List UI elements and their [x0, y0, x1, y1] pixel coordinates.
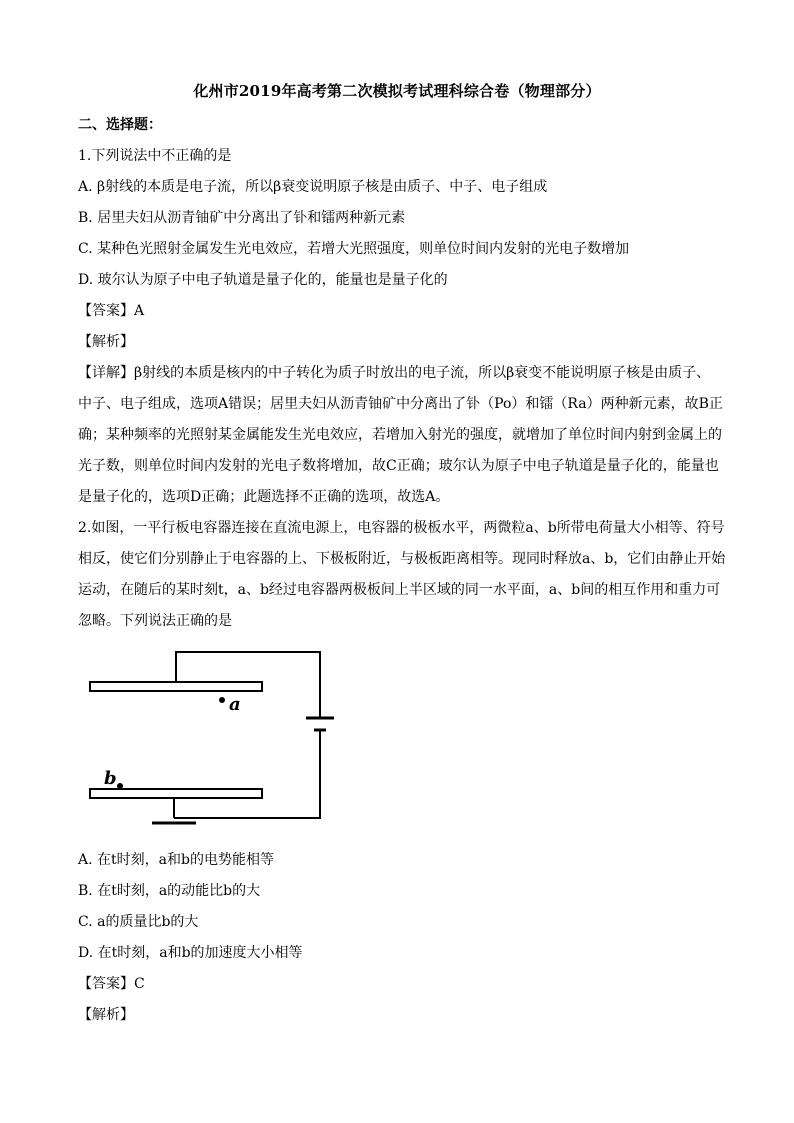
q2-stem-line-3: 运动，在随后的某时刻t，a、b经过电容器两极板间上半区域的同一水平面，a、b间的相互作用和重力可	[78, 582, 721, 598]
q2-option-c: C. a的质量比b的大	[78, 914, 199, 930]
particle-b	[117, 783, 123, 789]
q1-option-b: B. 居里夫妇从沥青铀矿中分离出了钋和镭两种新元素	[78, 210, 406, 226]
q1-option-a: A. β射线的本质是电子流，所以β衰变说明原子核是由质子、中子、电子组成	[78, 179, 548, 195]
label-a: a	[229, 694, 241, 715]
q1-stem: 1.下列说法中不正确的是	[78, 148, 232, 164]
lower-plate	[90, 789, 262, 798]
q1-answer: 【答案】A	[78, 303, 145, 319]
label-b: b	[104, 768, 117, 789]
q2-stem-line-4: 忽略。下列说法正确的是	[78, 613, 232, 629]
q1-option-c: C. 某种色光照射金属发生光电效应，若增大光照强度，则单位时间内发射的光电子数增加	[78, 241, 630, 257]
q2-option-a: A. 在t时刻，a和b的电势能相等	[78, 852, 274, 868]
section-heading: 二、选择题：	[78, 117, 162, 133]
q2-stem-line-1: 2.如图，一平行板电容器连接在直流电源上，电容器的极板水平，两微粒a、b所带电荷量大小相等、符号	[78, 520, 725, 536]
q2-option-d: D. 在t时刻，a和b的加速度大小相等	[78, 945, 303, 961]
q1-detail-line-5: 是量子化的，选项D正确；此题选择不正确的选项，故选A。	[78, 489, 450, 505]
particle-a	[219, 697, 225, 703]
q2-option-b: B. 在t时刻，a的动能比b的大	[78, 883, 261, 899]
upper-plate	[90, 682, 262, 691]
q1-detail-line-4: 光子数，则单位时间内发射的光电子数将增加，故C正确；玻尔认为原子中电子轨道是量子化的，能量也	[78, 458, 719, 474]
q2-stem-line-2: 相反，使它们分别静止于电容器的上、下极板附近，与极板距离相等。现同时释放a、b，它们由静止开始	[78, 551, 726, 567]
q2-answer: 【答案】C	[78, 976, 145, 992]
q1-option-d: D. 玻尔认为原子中电子轨道是量子化的，能量也是量子化的	[78, 272, 448, 288]
q1-detail-line-3: 确；某种频率的光照射某金属能发生光电效应，若增加入射光的强度，就增加了单位时间内射到金属上的	[78, 427, 722, 443]
q1-detail-line-2: 中子、电子组成，选项A错误；居里夫妇从沥青铀矿中分离出了钋（Po）和镭（Ra）两种新元素，故B正	[78, 396, 723, 412]
page-title: 化州市2019年高考第二次模拟考试理科综合卷（物理部分）	[193, 82, 601, 100]
bottom-wire	[174, 730, 320, 818]
top-wire	[176, 652, 320, 718]
q1-detail-line-1: 【详解】β射线的本质是核内的中子转化为质子时放出的电子流，所以β衰变不能说明原子核是由质子、	[78, 365, 711, 381]
capacitor-circuit-figure	[84, 646, 334, 836]
q2-analysis-heading: 【解析】	[78, 1007, 134, 1023]
q1-analysis-heading: 【解析】	[78, 334, 134, 350]
